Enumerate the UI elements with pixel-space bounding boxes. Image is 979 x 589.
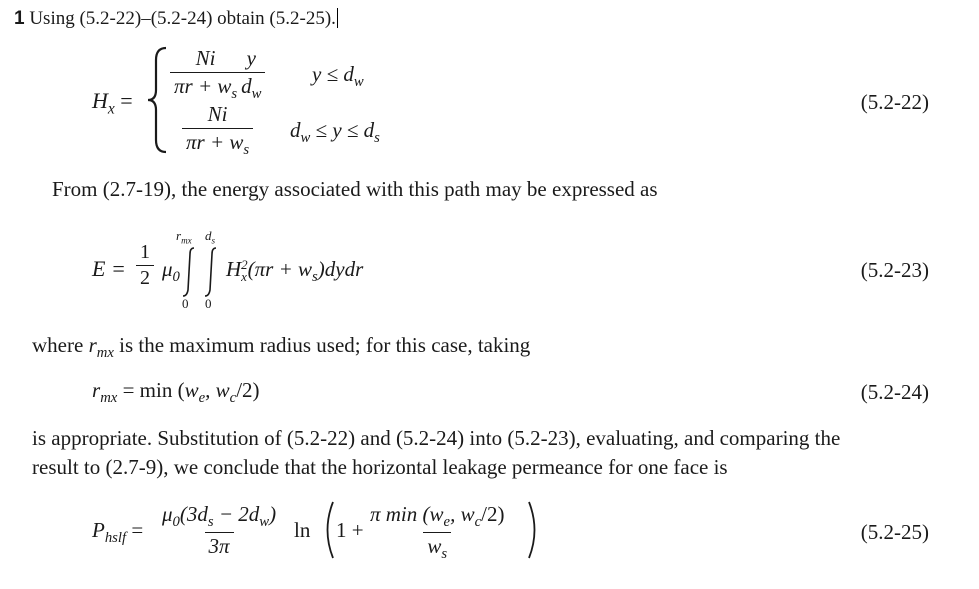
integral-lower-2: 0: [205, 296, 212, 311]
double-integral-icon: [180, 246, 224, 298]
eq524-expr: $r_{mx} = \min (w_e$, $w_c/2$): [92, 378, 260, 407]
eq523-mu: $\mu_0$: [162, 257, 180, 286]
paragraph-1: From (2.7-19), the energy associated with this path may be expressed as: [52, 177, 658, 201]
equation-5-2-23: [0, 224, 979, 314]
eq523-number: (5.2-23): [860, 258, 929, 282]
eq525-one-plus: 1 +: [336, 518, 364, 542]
paragraph-3-line-2: result to (2.7-9), we conclude that the horizontal leakage permeance for one face is: [32, 455, 728, 479]
eq525-main-fraction: $\frac{\mu_0(3d_s - 2d_w)}{3\pi}$: [162, 502, 277, 559]
left-brace-icon: [146, 46, 170, 154]
integral-lower-1: 0: [182, 296, 189, 311]
eq522-case2-cond: $d_w \le y \le d_s$: [290, 118, 380, 147]
eq522-case2-expr: $\frac{Ni}{\pi r + w_s}$: [182, 102, 253, 159]
eq524-number: (5.2-24): [860, 380, 929, 404]
question-line[interactable]: [14, 8, 338, 30]
question-number: 1: [14, 8, 25, 29]
eq525-lhs: $P_{hslf}$ =: [92, 518, 144, 547]
right-paren-icon: [526, 500, 542, 560]
text-cursor: [337, 8, 338, 28]
integral-upper-1: $r_{mx}$: [176, 228, 192, 246]
eq522-case1-expr: $\frac{Ni}{\pi r + w_s}$ $\frac{y}{d_w}$: [170, 46, 265, 103]
eq525-inner-fraction: $\frac{\pi \min (w_e, w_c/2)}{w_s}$: [370, 502, 505, 563]
eq522-lhs: $H_x$ =: [92, 88, 133, 118]
equation-5-2-24: [0, 376, 979, 408]
paragraph-2: where $r_{mx}$ is the maximum radius used; for this case, taking: [32, 333, 531, 362]
equation-5-2-25: [0, 498, 979, 568]
eq523-lhs: E =: [92, 256, 126, 281]
equation-5-2-22: [0, 40, 979, 160]
left-paren-icon: [320, 500, 336, 560]
eq523-half: $\frac{1}{2}$: [136, 241, 154, 290]
eq522-case1-cond: $y \le d_w$: [312, 62, 364, 91]
eq525-number: (5.2-25): [860, 520, 929, 544]
eq522-number: (5.2-22): [860, 90, 929, 114]
eq525-ln: ln: [294, 518, 311, 542]
integral-upper-2: $d_s$: [205, 228, 216, 246]
question-text: Using (5.2-22)–(5.2-24) obtain (5.2-25).: [29, 8, 336, 29]
eq523-integrand: H 2 x $(\pi r + w_s)dydr$: [226, 257, 364, 286]
paragraph-3-line-1: is appropriate. Substitution of (5.2-22) and (5.2-24) into (5.2-23), evaluating, and comparing the: [32, 426, 841, 450]
